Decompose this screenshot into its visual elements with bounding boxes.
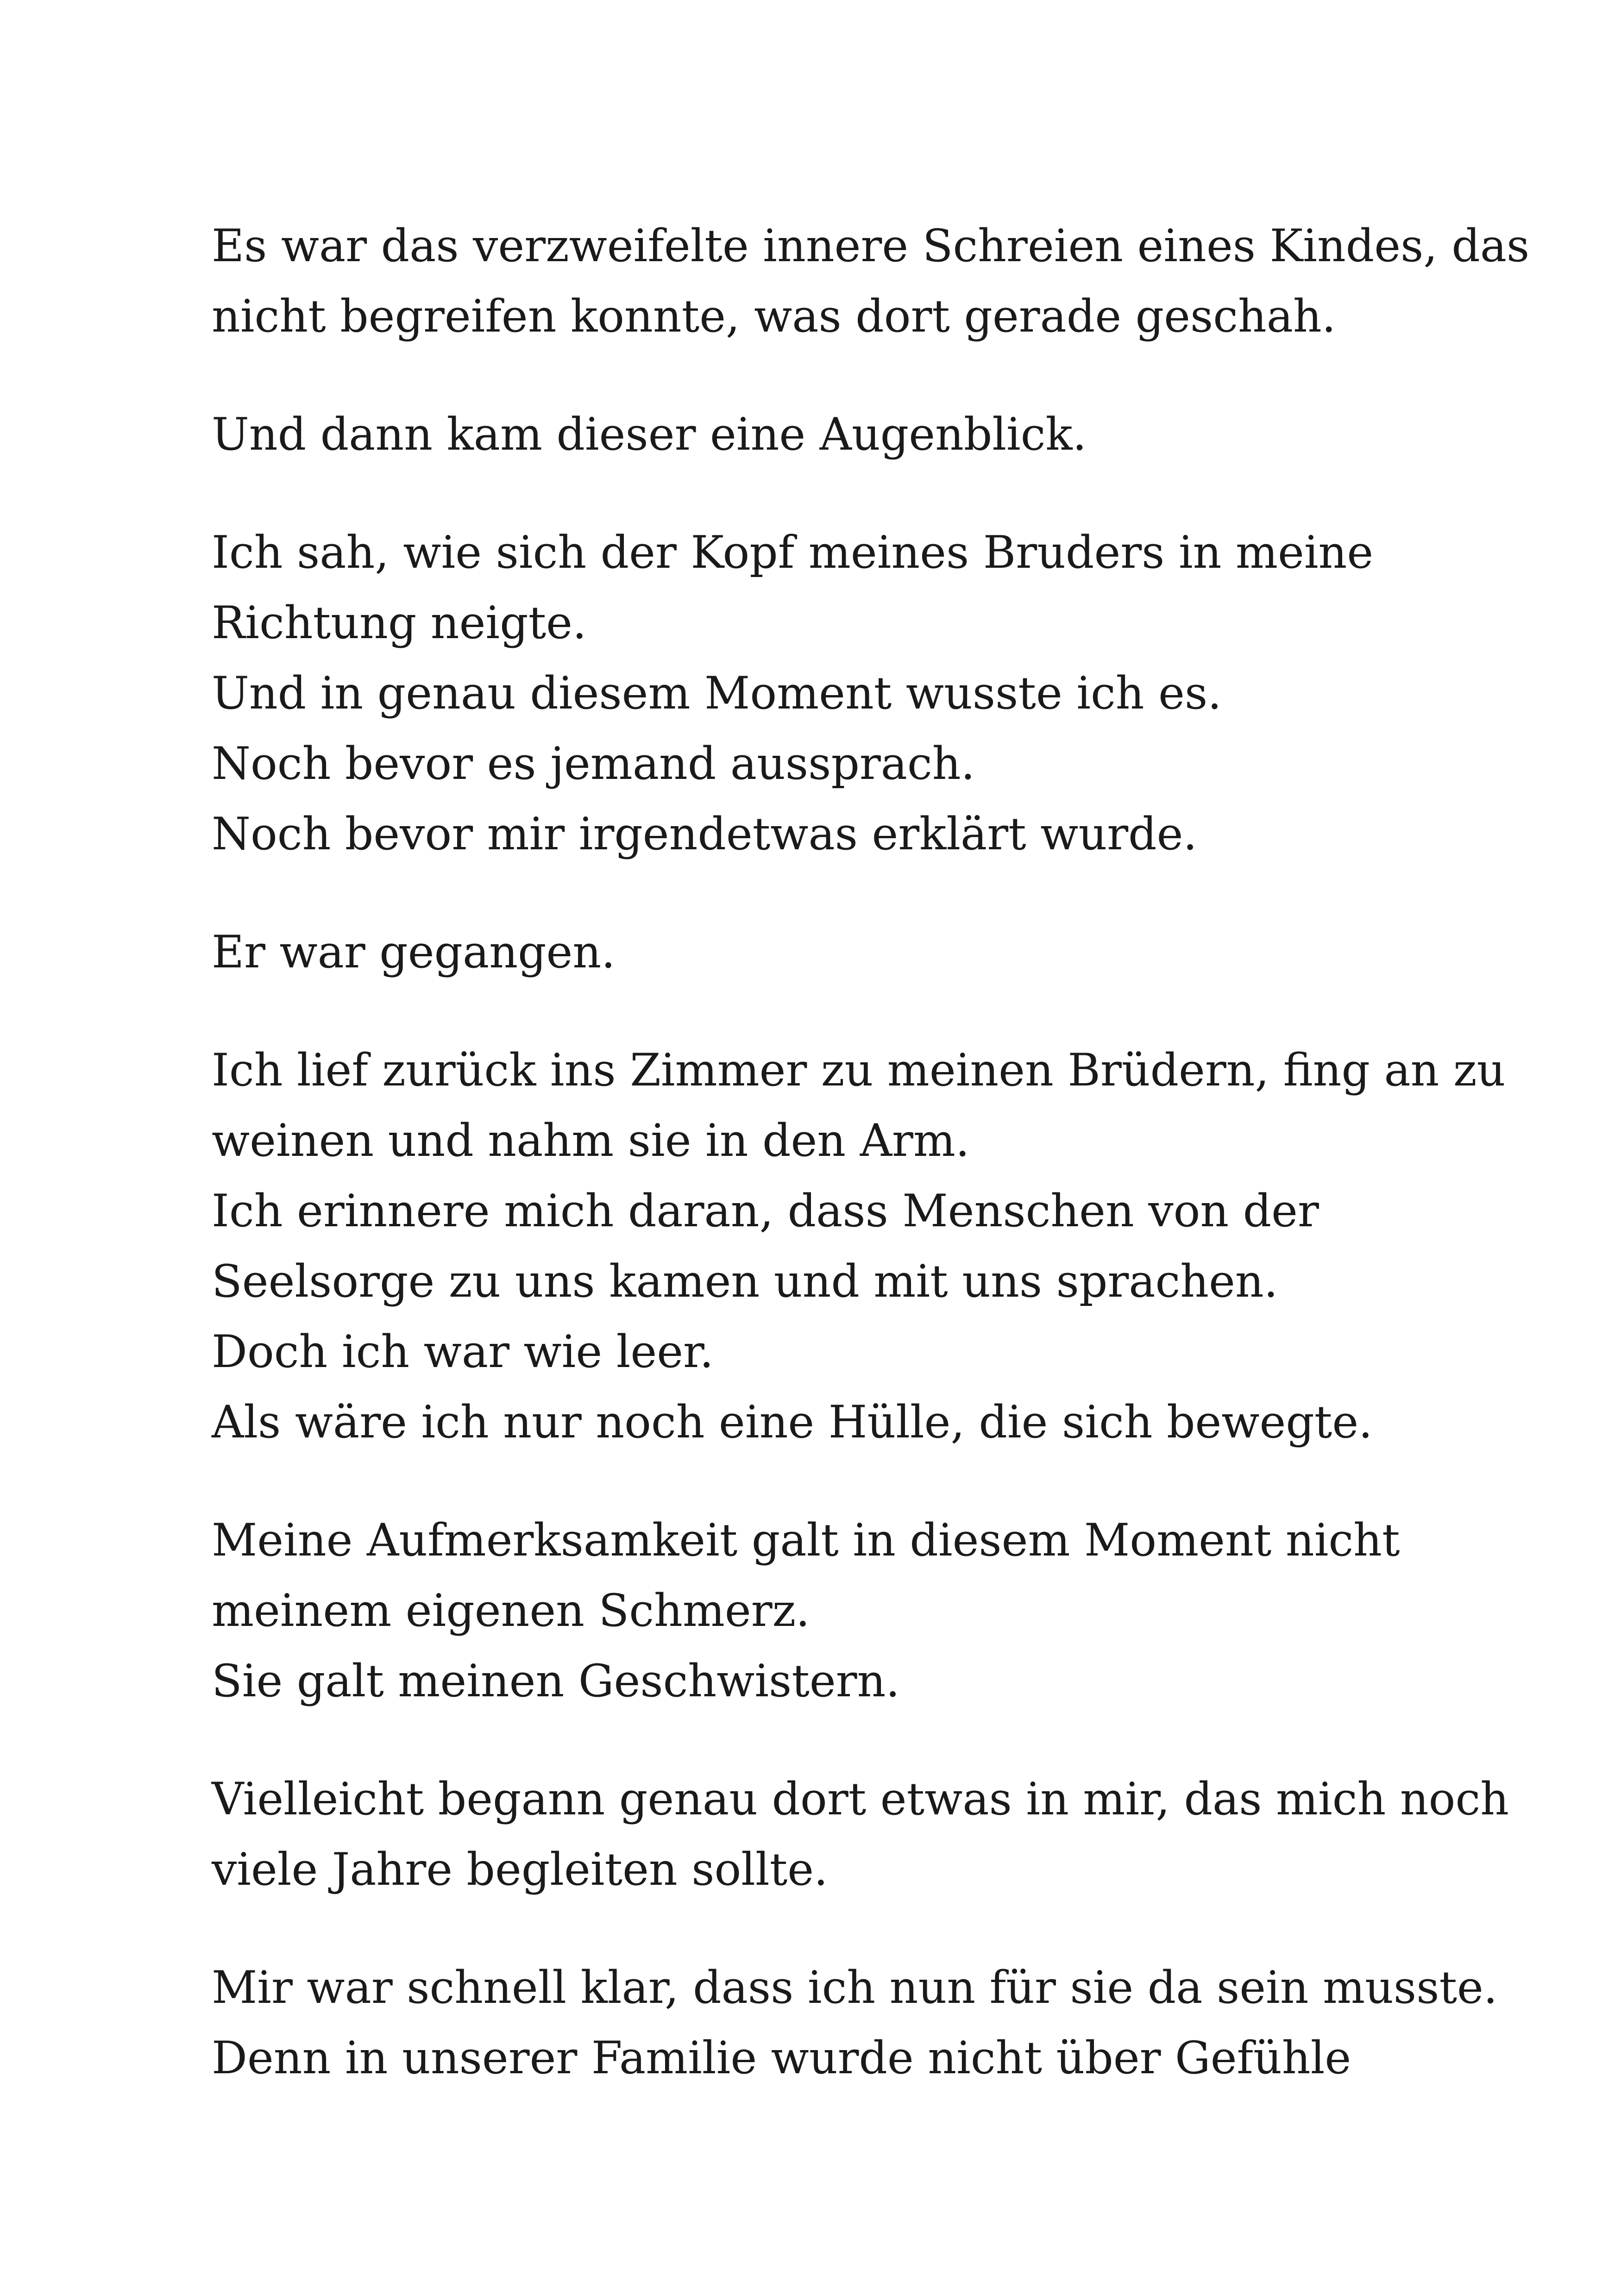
text-line: weinen und nahm sie in den Arm.: [212, 1115, 970, 1167]
text-line: Ich sah, wie sich der Kopf meines Bruders in meine: [212, 527, 1374, 578]
text-line: meinem eigenen Schmerz.: [212, 1585, 810, 1637]
text-line: Noch bevor es jemand aussprach.: [212, 738, 975, 790]
text-line: Sie galt meinen Geschwistern.: [212, 1655, 900, 1707]
text-line: Richtung neigte.: [212, 597, 587, 649]
paragraph: [212, 1952, 1498, 2093]
text-line: Denn in unserer Familie wurde nicht über Gefühle: [212, 2032, 1351, 2084]
text-line: nicht begreifen konnte, was dort gerade geschah.: [212, 290, 1336, 342]
paragraph: [212, 917, 1439, 987]
text-line: viele Jahre begleiten sollte.: [212, 1844, 828, 1895]
paragraph: [212, 1505, 1439, 1716]
text-line: Meine Aufmerksamkeit galt in diesem Moment nicht: [212, 1514, 1400, 1566]
text-line: Und in genau diesem Moment wusste ich es.: [212, 667, 1222, 719]
paragraph: [212, 211, 1530, 351]
text-line: Seelsorge zu uns kamen und mit uns sprachen.: [212, 1255, 1278, 1307]
text-line: Ich lief zurück ins Zimmer zu meinen Brüdern, fing an zu: [212, 1044, 1506, 1096]
text-line: Mir war schnell klar, dass ich nun für sie da sein musste.: [212, 1962, 1498, 2014]
paragraph: [212, 399, 1439, 470]
paragraph: [212, 1035, 1506, 1457]
paragraph: [212, 517, 1439, 869]
paragraph: [212, 1764, 1509, 1905]
text-line: Als wäre ich nur noch eine Hülle, die sich bewegte.: [212, 1396, 1373, 1448]
text-line: Vielleicht begann genau dort etwas in mir, das mich noch: [212, 1773, 1509, 1825]
text-line: Doch ich war wie leer.: [212, 1326, 714, 1378]
text-line: Und dann kam dieser eine Augenblick.: [212, 408, 1087, 460]
text-line: Ich erinnere mich daran, dass Menschen von der: [212, 1185, 1319, 1237]
text-line: Es war das verzweifelte innere Schreien eines Kindes, das: [212, 220, 1530, 272]
body-text: [212, 211, 1530, 2141]
text-line: Noch bevor mir irgendetwas erklärt wurde.: [212, 808, 1197, 860]
text-line: Er war gegangen.: [212, 926, 616, 978]
